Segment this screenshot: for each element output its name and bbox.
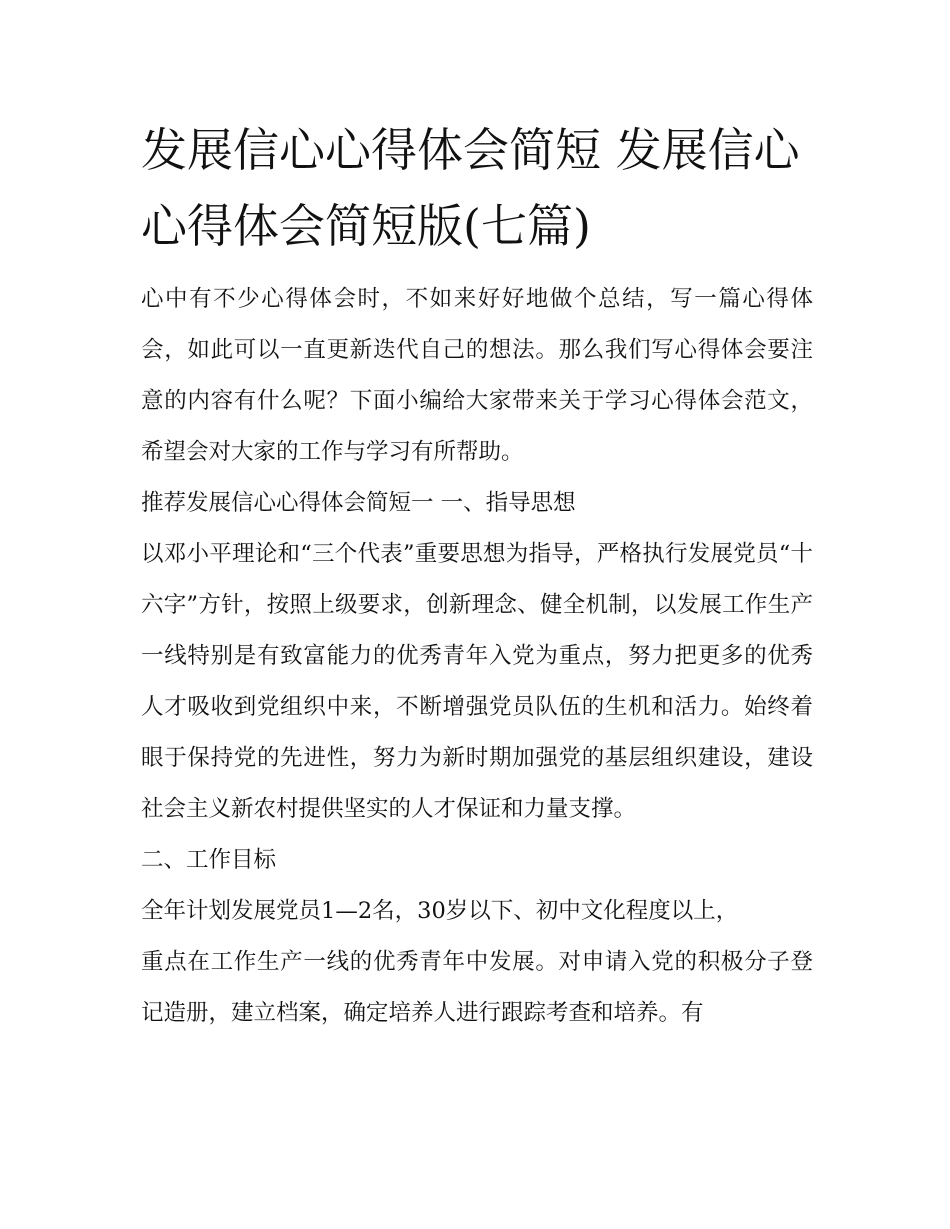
paragraph-intro: 心中有不少心得体会时，不如来好好地做个总结，写一篇心得体会，如此可以一直更新迭代自己的想法。那么我们写心得体会要注意的内容有什么呢？下面小编给大家带来关于学习心得体会范文，希望会对大家的工作与学习有所帮助。 — [141, 286, 813, 465]
document-title: 发展信心心得体会简短 发展信心心得体会简短版(七篇) — [141, 123, 800, 253]
document-body — [141, 112, 813, 1039]
section-heading-work-goals: 二、工作目标 — [141, 847, 277, 873]
paragraph-work-goals-line: 全年计划发展党员1—2名，30岁以下、初中文化程度以上， — [141, 898, 739, 924]
paragraph-work-goals-detail: 重点在工作生产一线的优秀青年中发展。对申请入党的积极分子登记造册，建立档案，确定培养人进行跟踪考查和培养。有 — [141, 949, 813, 1026]
section-heading-guiding-ideology: 推荐发展信心心得体会简短一 一、指导思想 — [141, 490, 576, 516]
paragraph-guiding-ideology: 以邓小平理论和“三个代表”重要思想为指导，严格执行发展党员“十六字”方针，按照上级要求，创新理念、健全机制，以发展工作生产一线特别是有致富能力的优秀青年入党为重点，努力把更多的优秀人才吸收到党组织中来，不断增强党员队伍的生机和活力。始终着眼于保持党的先进性，努力为新时期加强党的基层组织建设，建设社会主义新农村提供坚实的人才保证和力量支撑。 — [141, 541, 813, 822]
